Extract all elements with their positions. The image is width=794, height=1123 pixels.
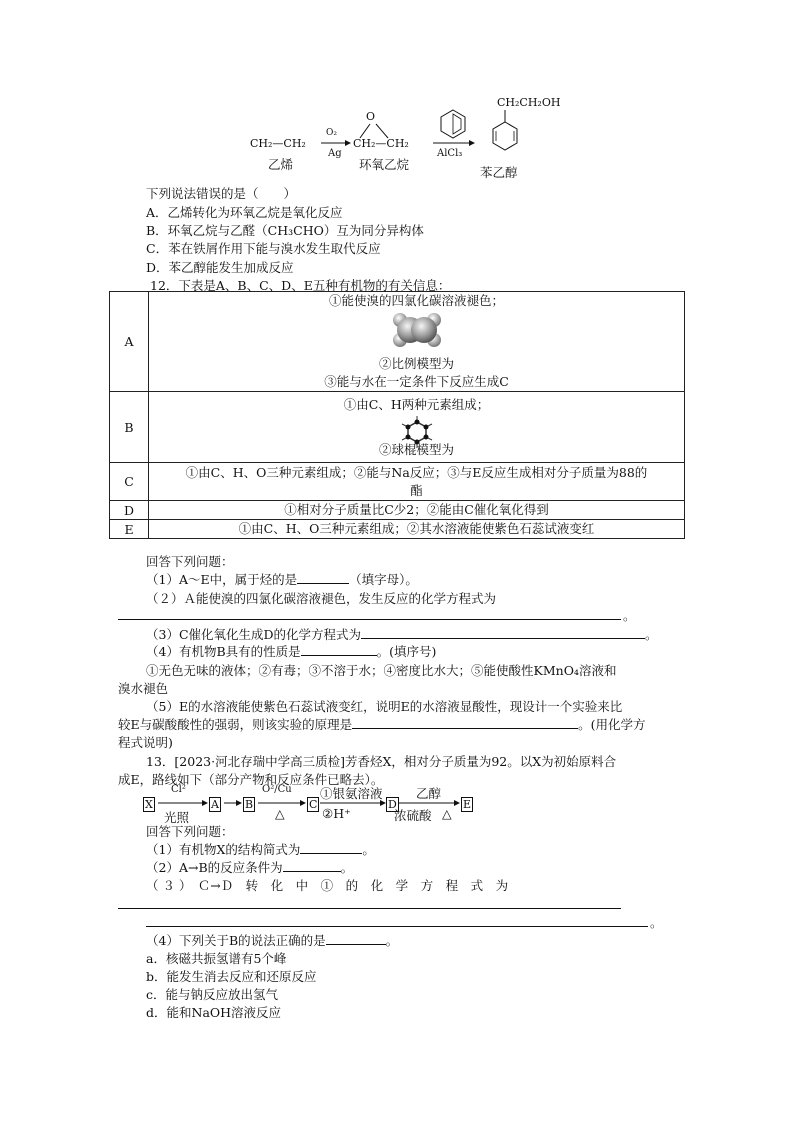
answer-blank-13-4[interactable]	[326, 933, 386, 945]
epoxide-oxygen: O	[366, 110, 376, 123]
q12-part2: （２）Ａ能使溴的四氯化碳溶液褪色，发生反应的化学方程式为	[146, 591, 497, 606]
row-a-line1: ①能使溴的四氯化碳溶液褪色；	[328, 293, 504, 308]
row-label: C	[110, 463, 149, 501]
q12-part3-end: 。	[645, 627, 658, 642]
q13-stem-line2: 成E，路线如下（部分产物和反应条件已略去）。	[118, 772, 384, 787]
row-content: ①由C、H、O三种元素组成；②其水溶液能使紫色石蕊试液变红	[149, 520, 685, 539]
row-b-line1: ①由C、H两种元素组成；	[343, 396, 490, 412]
conc-sulfuric-acid: 浓硫酸	[394, 808, 432, 823]
q13-stem-line1: 13．[2023·河北存瑞中学高三质检]芳香烃X，相对分子质量为92。以X为初始原料合	[146, 754, 617, 769]
reaction-arrow-1	[321, 140, 351, 146]
q12-part2-end: 。	[623, 608, 636, 623]
route-arrow-1	[158, 800, 208, 806]
o2-cu-reagent: O²/Cu	[262, 784, 292, 795]
q12-intro: 12．下表是A、B、C、D、E五种有机物的有关信息：	[150, 278, 451, 293]
organic-info-table	[109, 291, 685, 539]
answer-line-2[interactable]	[118, 619, 621, 620]
silver-ammonia-reagent: ①银氨溶液	[320, 786, 383, 801]
epoxide-name: 环氧乙烷	[359, 157, 410, 172]
answer-blank-13-2[interactable]	[283, 860, 341, 872]
row-b-line2: ②球棍模型为	[378, 441, 454, 457]
compound-x: X	[145, 798, 153, 811]
row-content	[149, 463, 685, 501]
row-a-line2: ②比例模型为	[378, 356, 454, 371]
q11-stem: 下列说法错误的是（ ）	[146, 186, 297, 201]
table-row-d	[110, 501, 685, 520]
row-label: B	[110, 392, 149, 463]
row-label: A	[110, 292, 149, 392]
q12-part3-text: （3）C催化氧化生成D的化学方程式为	[146, 627, 362, 642]
q12-part5-text: 较E与碳酸酸性的强弱，则该实验的原理是	[118, 717, 353, 732]
q13-answer-intro: 回答下列问题：	[146, 824, 234, 839]
answer-blank-1[interactable]	[297, 572, 349, 584]
answer-blank-13-1[interactable]	[300, 842, 362, 854]
q12-part3	[146, 625, 658, 643]
row-content	[149, 292, 685, 392]
row-content: ①相对分子质量比C少2；②能由C催化氧化得到	[149, 501, 685, 520]
q11-option-a[interactable]: A．乙烯转化为环氧乙烷是氧化反应	[146, 205, 343, 220]
q12-part4-tail: 。(填序号)	[376, 644, 437, 659]
q13-option-c[interactable]: c．能与钠反应放出氢气	[146, 987, 279, 1002]
table-row-c	[110, 463, 685, 501]
ag-catalyst: Ag	[328, 148, 342, 159]
q12-part5-line1: （5）E的水溶液能使紫色石蕊试液变红，说明E的水溶液显酸性，现设计一个实验来比	[146, 699, 623, 714]
product-side-chain: CH₂CH₂OH	[497, 96, 561, 109]
alcl3-catalyst: AlCl₃	[437, 148, 463, 159]
q12-part4	[146, 642, 436, 660]
q12-part4-text: （4）有机物B具有的性质是	[146, 644, 301, 659]
h-plus-reagent: ②H⁺	[322, 806, 351, 821]
q12-part1-text: （1）A～E中，属于烃的是	[146, 572, 298, 587]
row-a-line3: ③能与水在一定条件下反应生成C	[324, 374, 509, 389]
compound-c: C	[309, 798, 318, 811]
q13-option-a[interactable]: a．核磁共振氢谱有5个峰	[146, 951, 287, 966]
answer-blank-5[interactable]	[352, 717, 578, 729]
o2-condition: O₂	[326, 128, 337, 138]
ethene-space-filling-model-icon	[386, 310, 448, 350]
answer-blank-3[interactable]	[361, 627, 645, 639]
reaction-arrow-2	[433, 140, 475, 146]
q11-option-d[interactable]: D．苯乙醇能发生加成反应	[146, 260, 294, 275]
cl2-reagent: Cl²	[171, 784, 186, 795]
q11-option-c[interactable]: C．苯在铁屑作用下能与溴水发生取代反应	[146, 241, 381, 256]
table-row-b	[110, 392, 685, 463]
q13-part4-text: （4）下列关于B的说法正确的是	[146, 933, 326, 948]
q12-answer-intro: 回答下列问题：	[146, 554, 234, 569]
epoxide-formula: CH₂—CH₂	[353, 137, 409, 150]
row-c-line2: 酯	[410, 482, 423, 498]
q12-part5-line2	[118, 715, 646, 733]
q12-part1-tail: （填字母）。	[349, 572, 418, 587]
table-row-a	[110, 292, 685, 392]
table-row-e	[110, 520, 685, 539]
q13-part3: （ ３ ） Ｃ→Ｄ 转 化 中 ① 的 化 学 方 程 式 为	[146, 878, 509, 893]
q13-part3-end: 。	[650, 915, 663, 930]
q13-part2	[146, 858, 353, 876]
heat-symbol-2: △	[442, 806, 452, 821]
heat-symbol-1: △	[275, 806, 285, 821]
answer-blank-4[interactable]	[301, 644, 377, 656]
compound-d: D	[388, 798, 397, 811]
q13-part1	[146, 840, 375, 858]
q13-option-d[interactable]: d．能和NaOH溶液反应	[146, 1005, 282, 1020]
row-label: E	[110, 520, 149, 539]
light-condition: 光照	[164, 810, 190, 825]
benzene-ring-icon	[438, 108, 468, 140]
q12-part5-tail: 。(用化学方	[578, 717, 646, 732]
row-label: D	[110, 501, 149, 520]
compound-e: E	[463, 798, 472, 811]
q13-part2-end: 。	[340, 860, 354, 875]
q13-part1-text: （1）有机物X的结构简式为	[146, 842, 301, 857]
route-arrow-2	[224, 800, 242, 806]
q13-option-b[interactable]: b．能发生消去反应和还原反应	[146, 969, 317, 984]
q12-part5-line3: 程式说明)	[118, 735, 173, 750]
q12-part1	[146, 570, 418, 588]
compound-b: B	[245, 798, 254, 811]
ethene-name: 乙烯	[268, 157, 294, 172]
q12-part4-options-2: 溴水褪色	[118, 681, 169, 696]
q13-part1-end: 。	[362, 842, 375, 857]
q11-option-b[interactable]: B．环氧乙烷与乙醛（CH₃CHO）互为同分异构体	[146, 223, 424, 238]
row-c-line1: ①由C、H、O三种元素组成；②能与Na反应；③与E反应生成相对分子质量为88的	[185, 464, 648, 480]
answer-line-13-3b[interactable]	[146, 926, 648, 927]
phenylethanol-ring-icon	[490, 110, 520, 158]
q13-part4	[146, 931, 398, 949]
product-name: 苯乙醇	[480, 165, 518, 180]
row-content	[149, 392, 685, 463]
ethanol-reagent: 乙醇	[416, 786, 442, 801]
compound-a: A	[211, 798, 219, 811]
q13-part4-end: 。	[385, 933, 399, 948]
ethene-formula: CH₂—CH₂	[250, 137, 306, 150]
q13-part2-text: （2）A→B的反应条件为	[146, 860, 283, 875]
answer-line-13-3a[interactable]	[118, 908, 621, 909]
q12-part4-options-1: ①无色无味的液体；②有毒；③不溶于水；④密度比水大；⑤能使酸性KMnO₄溶液和	[146, 663, 617, 678]
